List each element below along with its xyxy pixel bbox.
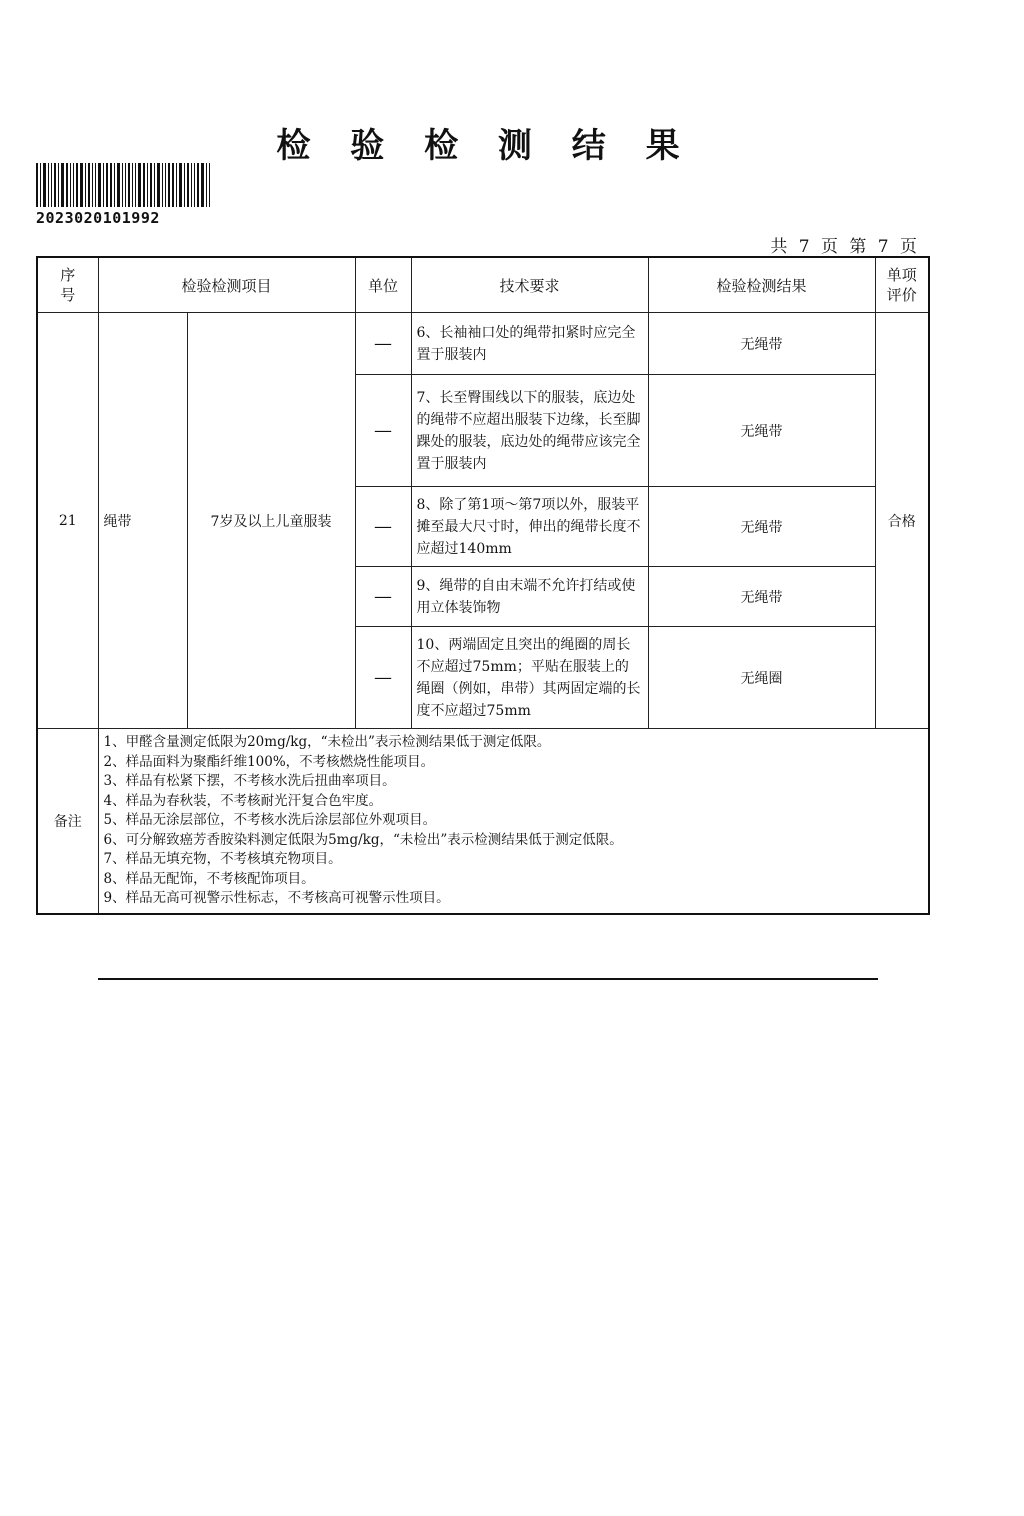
header-evaluation: 单项 评价 [875,257,929,313]
barcode-bar [206,163,207,207]
row-unit: — [355,313,411,375]
barcode-bar [176,163,177,207]
header-seq: 序 号 [37,257,98,313]
row-result: 无绳带 [648,313,875,375]
notes-list [98,729,929,914]
row-requirement: 9、绳带的自由末端不允许打结或使用立体装饰物 [411,567,648,627]
end-rule [98,978,878,980]
row-requirement: 7、长至臀围线以下的服装，底边处的绳带不应超出服装下边缘，长至脚踝处的服装，底边处的绳带应该完全置于服装内 [411,375,648,487]
row-requirement: 6、长袖袖口处的绳带扣紧时应完全置于服装内 [411,313,648,375]
barcode-bar [110,163,112,207]
barcode-bar [157,163,160,207]
barcode-bar [43,163,46,207]
barcode-bar [197,163,199,207]
table-header-row [37,257,929,313]
page-title: 检 验 检 测 结 果 [276,126,694,166]
barcode-bar [143,163,145,207]
barcode-bar [36,163,38,207]
barcode-bar [168,163,170,207]
barcode-bar [128,163,130,207]
barcode-bar [106,163,108,207]
row-requirement: 8、除了第1项～第7项以外，服装平摊至最大尺寸时，伸出的绳带长度不应超过140mm [411,487,648,567]
barcode-bar [80,163,83,207]
note-item: 8、样品无配饰，不考核配饰项目。 [103,870,315,887]
row-seq: 21 [37,313,98,729]
barcode-bar [191,163,192,207]
barcode-bar [98,163,101,207]
barcode-bar [172,163,174,207]
barcode [36,163,212,227]
row-result: 无绳带 [648,487,875,567]
page-count: 共 7 页 第 7 页 [770,237,920,257]
note-item: 1、甲醛含量测定低限为20mg/kg，“未检出”表示检测结果低于测定低限。 [103,734,551,750]
barcode-bar [135,163,136,207]
row-item: 绳带 [98,313,187,729]
row-sub-item: 7岁及以上儿童服装 [187,313,355,729]
barcode-bar [95,163,96,207]
barcode-bar [138,163,141,207]
row-result: 无绳圈 [648,627,875,729]
barcode-bar [194,163,195,207]
note-item: 5、样品无涂层部位，不考核水洗后涂层部位外观项目。 [103,812,437,828]
header-item: 检验检测项目 [98,257,355,313]
barcode-bar [125,163,126,207]
barcode-bar [40,163,41,207]
header-unit: 单位 [355,257,411,313]
row-result: 无绳带 [648,375,875,487]
note-item: 4、样品为春秋装，不考核耐光汗复合色牢度。 [103,792,383,809]
barcode-bar [73,163,74,207]
barcode-bar [48,163,49,207]
note-item: 6、可分解致癌芳香胺染料测定低限为5mg/kg，“未检出”表示检测结果低于测定低限。 [103,831,623,848]
barcode-bar [179,163,182,207]
row-requirement: 10、两端固定且突出的绳圈的周长不应超过75mm；平贴在服装上的绳圈（例如，串带）其两固定端的长度不应超过75mm [411,627,648,729]
table-row [37,313,929,375]
row-unit: — [355,567,411,627]
barcode-number: 2023020101992 [36,209,160,227]
row-unit: — [355,375,411,487]
notes-row [37,729,929,914]
header-requirement: 技术要求 [411,257,648,313]
notes-label: 备注 [37,729,98,914]
barcode-bar [103,163,104,207]
row-result: 无绳带 [648,567,875,627]
note-item: 9、样品无高可视警示性标志，不考核高可视警示性项目。 [103,890,450,906]
row-unit: — [355,627,411,729]
barcode-bar [154,163,155,207]
barcode-bar [54,163,56,207]
barcode-bar [162,163,163,207]
barcode-bar [184,163,185,207]
barcode-bar [165,163,166,207]
barcode-bar [209,163,210,207]
barcode-bars [36,163,212,207]
barcode-bar [150,163,152,207]
note-item: 3、样品有松紧下摆，不考核水洗后扭曲率项目。 [103,773,396,789]
barcode-bar [132,163,133,207]
note-item: 2、样品面料为聚酯纤维100%，不考核燃烧性能项目。 [103,753,435,770]
barcode-bar [66,163,68,207]
barcode-bar [201,163,204,207]
note-item: 7、样品无填充物，不考核填充物项目。 [103,851,342,867]
barcode-bar [88,163,90,207]
barcode-bar [76,163,78,207]
header-result: 检验检测结果 [648,257,875,313]
barcode-bar [122,163,123,207]
barcode-bar [70,163,71,207]
row-evaluation: 合格 [875,313,929,729]
barcode-bar [61,163,64,207]
barcode-bar [51,163,52,207]
results-table [36,256,930,915]
barcode-bar [114,163,115,207]
barcode-bar [147,163,148,207]
barcode-bar [92,163,93,207]
barcode-bar [117,163,120,207]
barcode-bar [187,163,189,207]
barcode-bar [58,163,59,207]
barcode-bar [85,163,86,207]
row-unit: — [355,487,411,567]
